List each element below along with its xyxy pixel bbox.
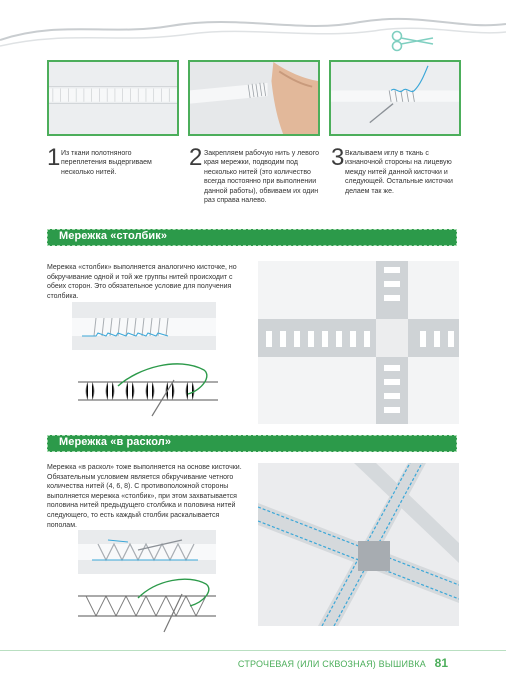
scissors-icon bbox=[391, 30, 435, 52]
step-2-number: 2 bbox=[189, 144, 203, 171]
step-1-number: 1 bbox=[47, 144, 61, 171]
step-1-photo bbox=[47, 60, 179, 136]
stolbik-sample-photo bbox=[72, 302, 216, 350]
page-number: 81 bbox=[434, 656, 448, 670]
stolbik-diagram bbox=[78, 358, 218, 422]
step-3-text: Вкалываем иглу в ткань с изнаночной стороны на лицевую между нитей данной кисточки и следующей. Остальные кисточки делаем так же. bbox=[345, 150, 453, 195]
step-2-photo bbox=[188, 60, 320, 136]
footer-divider bbox=[0, 650, 506, 651]
section-text: Мережка «в раскол» тоже выполняется на основе кисточки. Обязательным условием является обкручивание четного количества нитей (4, 6, 8). С противоположной стороны выполняется мережка «столбик», при этом захватывается половина нитей предыдущего столбика и половина нитей следующего, то есть каждый столбик раскалывается пополам. bbox=[47, 464, 242, 529]
section-title: Мережка «столбик» bbox=[59, 230, 168, 242]
step-1-text: Из ткани полотняного переплетения выдергиваем несколько нитей. bbox=[61, 150, 152, 176]
section-bar-stolbik bbox=[47, 229, 457, 246]
stolbik-large-photo bbox=[258, 261, 459, 424]
step-3-photo bbox=[329, 60, 461, 136]
section-title: Мережка «в раскол» bbox=[59, 436, 172, 448]
raskol-diagram bbox=[78, 576, 216, 634]
section-bar-v-raskol bbox=[47, 435, 457, 452]
raskol-large-photo bbox=[258, 463, 459, 626]
step-2-text: Закрепляем рабочую нить у левого края мережки, подводим под несколько нитей (это количество всегда постоянно при выполнении данной работы), обвиваем их один раз справа налево. bbox=[204, 150, 319, 205]
raskol-sample-photo bbox=[78, 530, 216, 574]
section-text: Мережка «столбик» выполняется аналогично кисточке, но обкручивание одной и той же группы нитей происходит с обеих сторон. Это обязательное условие для получения столбика. bbox=[47, 264, 237, 300]
step-3-number: 3 bbox=[331, 144, 345, 171]
running-title: СТРОЧЕВАЯ (ИЛИ СКВОЗНАЯ) ВЫШИВКА bbox=[237, 659, 426, 669]
